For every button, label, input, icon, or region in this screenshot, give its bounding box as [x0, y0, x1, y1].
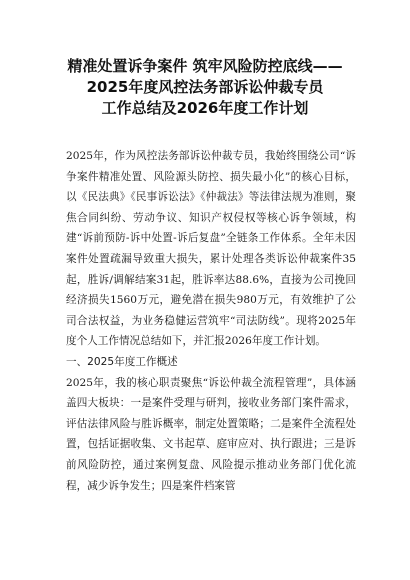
title-line-3: 工作总结及2026年度工作计划 — [101, 99, 309, 117]
section-heading-overview: 一、2025年度工作概述 — [66, 355, 178, 368]
title-line-1: 精准处置诉争案件 筑牢风险防控底线—— — [67, 57, 343, 75]
title-line-2: 2025年度风控法务部诉讼仲裁专员 — [86, 78, 324, 96]
intro-paragraph: 2025年，作为风控法务部诉讼仲裁专员，我始终围绕公司“诉争案件精准处置、风险源头防控、损失最小化”的核心目标，以《民法典》《民事诉讼法》《仲裁法》等法律法规为准则，聚焦合同纠纷、劳动争议、知识产权侵权等核心诉争领域，构建“诉前预防-诉中处置-诉后复盘”全链条工作体系。全年未因案件处置疏漏导致重大损失，累计处理各类诉讼仲裁案件35起，胜诉/调解结案31起，胜诉率达88.6%，直接为公司挽回经济损失1560万元，避免潜在损失980万元，有效维护了公司合法权益，为业务稳健运营筑牢“司法防线”。现将2025年度个人工作情况总结如下，并汇报2026年度工作计划。 — [66, 150, 356, 348]
document-title — [0, 56, 410, 119]
overview-paragraph: 2025年，我的核心职责聚焦“诉讼仲裁全流程管理”，具体涵盖四大板块：一是案件受理与研判，接收业务部门案件需求，评估法律风险与胜诉概率，制定处置策略；二是案件全流程处置，包括证据收集、文书起草、庭审应对、执行跟进；三是诉前风险防控，通过案例复盘、风险提示推动业务部门优化流程，减少诉争发生；四是案件档案管 — [66, 376, 356, 492]
document-body — [66, 146, 356, 496]
